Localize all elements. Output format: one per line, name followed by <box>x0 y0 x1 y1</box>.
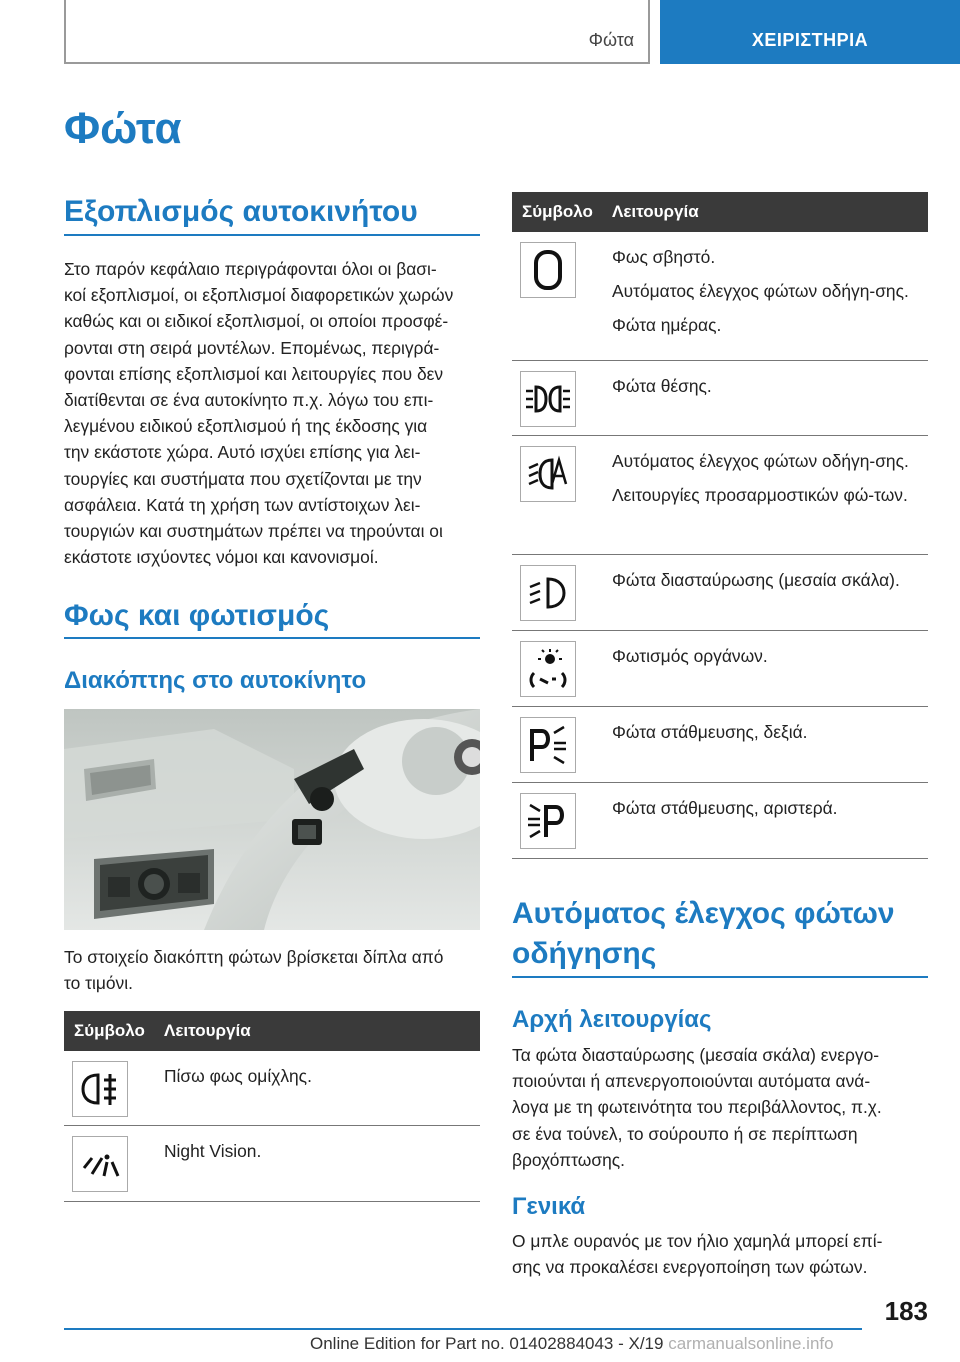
footer-rule <box>64 1328 862 1330</box>
table-row <box>512 631 928 707</box>
paragraph-line: βροχόπτωσης. <box>512 1149 626 1170</box>
paragraph-line: εκάστοτε ισχύοντες νόμοι και κανονισμοί. <box>64 547 379 568</box>
header-section-label: Φώτα <box>588 30 634 50</box>
equipment-heading: Εξοπλισμός αυτοκινήτου <box>64 195 418 228</box>
switch-subheading: Διακόπτης στο αυτοκίνητο <box>64 667 367 694</box>
row-text: Φώτα διασταύρωσης (μεσαία σκάλα). <box>612 570 900 590</box>
paragraph-line: καθώς και οι ειδικοί εξοπλισμοί, οι οποίοι προσφέ- <box>64 311 449 332</box>
col-symbol-header: Σύμβολο <box>74 1021 145 1040</box>
paragraph-line: Ο μπλε ουρανός με τον ήλιο χαμηλά μπορεί επί- <box>512 1231 883 1251</box>
auto-light-heading-rule <box>512 976 928 978</box>
col-symbol-header: Σύμβολο <box>522 202 593 221</box>
col-function-header: Λειτουργία <box>612 202 699 221</box>
paragraph-line: Τα φώτα διασταύρωσης (μεσαία σκάλα) ενεργο- <box>512 1045 880 1065</box>
switch-caption <box>64 944 484 996</box>
paragraph-line: ασφάλεια. Κατά τη χρήση των αντίστοιχων λει- <box>64 494 421 515</box>
table-header <box>512 192 928 232</box>
page-title: Φώτα <box>64 104 182 153</box>
watermark-text: carmanualsonline.info <box>668 1334 834 1353</box>
right-symbol-table <box>512 192 928 859</box>
paragraph-line: ποιούνται ή απενεργοποιούνται αυτόματα ανά- <box>512 1071 871 1092</box>
night-vision-icon <box>72 1136 128 1192</box>
paragraph-line: τουργίες και συστήματα που σχετίζονται με την <box>64 468 422 489</box>
caption-line: Το στοιχείο διακόπτη φώτων βρίσκεται δίπλα από <box>64 947 444 967</box>
heading-line: Αυτόματος έλεγχος φώτων <box>512 897 895 930</box>
lights-off-icon <box>520 242 576 298</box>
header-chapter-label: ΧΕΙΡΙΣΤΗΡΙΑ <box>751 30 869 50</box>
table-header <box>64 1011 480 1051</box>
table-row <box>512 436 928 555</box>
principle-paragraph <box>512 1042 942 1173</box>
general-paragraph <box>512 1228 942 1280</box>
principle-subheading: Αρχή λειτουργίας <box>512 1006 712 1033</box>
rear-fog-light-icon <box>72 1061 128 1117</box>
paragraph-line: λεγμένου ειδικού εξοπλισμού ή της έκδοσης για <box>64 416 428 437</box>
row-text: Φώτα θέσης. <box>612 376 712 396</box>
row-text: Αυτόματος έλεγχος φώτων οδήγη-σης. <box>612 281 909 301</box>
row-text: Φωτισμός οργάνων. <box>612 646 768 666</box>
page-number: 183 <box>884 1296 928 1326</box>
paragraph-line: την εκάστοτε χώρα. Αυτό ισχύει επίσης για λει- <box>64 442 421 463</box>
row-text: Λειτουργίες προσαρμοστικών φώ-των. <box>612 485 908 505</box>
paragraph-line: διατίθενται σε ένα αυτοκίνητο π.χ. λόγω του επι- <box>64 390 434 411</box>
equipment-paragraph <box>64 256 484 570</box>
dashboard-illustration <box>64 709 480 930</box>
col-function-header: Λειτουργία <box>164 1021 251 1040</box>
paragraph-line: τουργιών και συστημάτων πρέπει να τηρούνται οι <box>64 521 443 542</box>
row-text: Φως σβηστό. <box>612 247 716 267</box>
row-text: Πίσω φως ομίχλης. <box>164 1066 312 1086</box>
auto-light-heading <box>512 894 942 974</box>
parking-lights-icon <box>520 371 576 427</box>
row-text: Φώτα ημέρας. <box>612 315 722 335</box>
heading-line: οδήγησης <box>512 937 657 970</box>
table-row <box>512 361 928 436</box>
row-text: Αυτόματος έλεγχος φώτων οδήγη-σης. <box>612 451 909 471</box>
caption-line: το τιμόνι. <box>64 973 133 994</box>
general-subheading: Γενικά <box>512 1193 586 1220</box>
table-row <box>512 783 928 859</box>
low-beam-icon <box>520 565 576 621</box>
paragraph-line: σης να προκαλέσει ενεργοποίηση των φώτων. <box>512 1257 868 1278</box>
equipment-heading-rule <box>64 234 480 236</box>
row-text: Φώτα στάθμευσης, δεξιά. <box>612 722 808 742</box>
header-section-tab <box>64 0 650 64</box>
table-row <box>512 232 928 361</box>
parking-light-right-icon <box>520 717 576 773</box>
row-text: Night Vision. <box>164 1141 262 1161</box>
paragraph-line: φονται επίσης εξοπλισμοί και λειτουργίες που δεν <box>64 363 444 384</box>
table-row <box>512 555 928 631</box>
parking-light-left-icon <box>520 793 576 849</box>
lights-heading-rule <box>64 637 480 639</box>
table-row <box>64 1126 480 1202</box>
paragraph-line: λογα με τη φωτεινότητα του περιβάλλοντος, π.χ. <box>512 1097 882 1118</box>
auto-headlight-icon <box>520 446 576 502</box>
paragraph-line: σε ένα τούνελ, το σούρουπο ή σε περίπτωση <box>512 1123 858 1144</box>
paragraph-line: κοί εξοπλισμοί, οι εξοπλισμοί διαφορετικών χωρών <box>64 285 454 306</box>
left-symbol-table <box>64 1011 480 1202</box>
paragraph-line: ρονται στη σειρά μοντέλων. Επομένως, περιγρά- <box>64 337 440 358</box>
table-row <box>64 1051 480 1126</box>
header-chapter-tab <box>660 0 960 64</box>
row-text: Φώτα στάθμευσης, αριστερά. <box>612 798 838 818</box>
footer-edition <box>310 1334 834 1354</box>
lights-heading: Φως και φωτισμός <box>64 599 330 632</box>
light-switch-photo <box>64 709 480 930</box>
edition-text: Online Edition for Part no. 01402884043 - X/19 <box>310 1334 664 1353</box>
paragraph-line: Στο παρόν κεφάλαιο περιγράφονται όλοι οι βασι- <box>64 259 437 279</box>
instrument-lighting-icon <box>520 641 576 697</box>
table-row <box>512 707 928 783</box>
